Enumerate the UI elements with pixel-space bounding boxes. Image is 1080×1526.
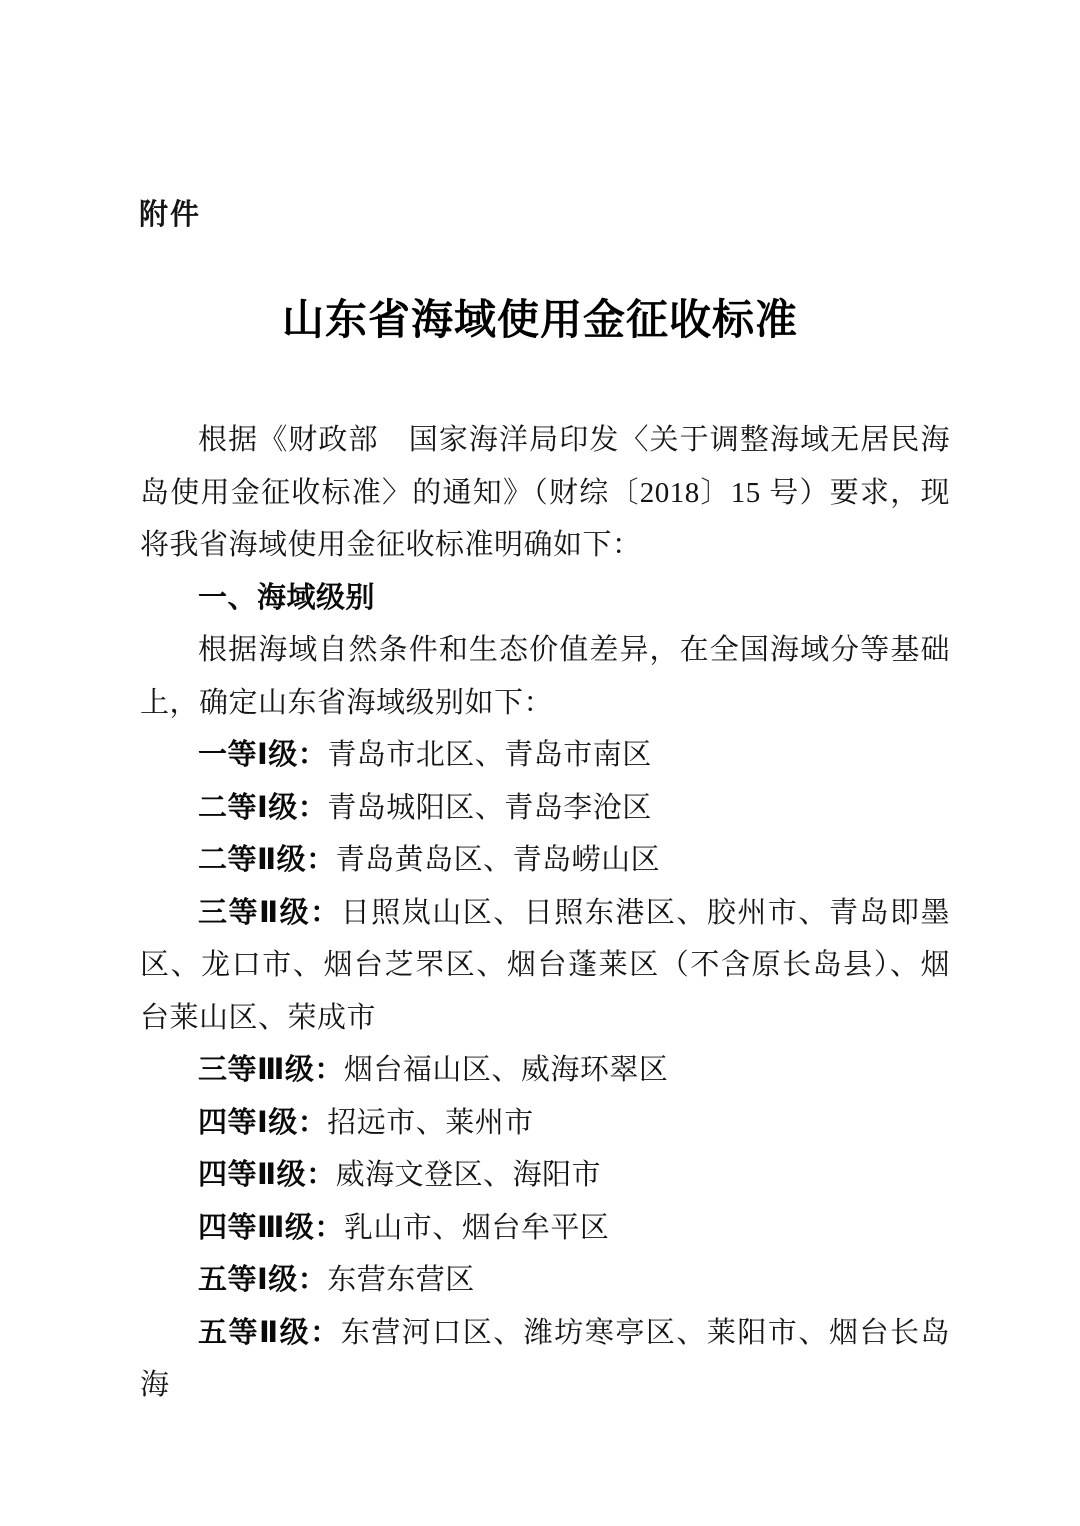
paragraph — [140, 782, 950, 835]
paragraph-text: 招远市、莱州市 — [327, 1106, 534, 1139]
paragraph-label: 五等Ⅰ级： — [198, 1264, 328, 1296]
paragraph-text: 根据海域自然条件和生态价值差异，在全国海域分等基础上，确定山东省海域级别如下： — [140, 634, 950, 719]
paragraph-label: 四等Ⅰ级： — [198, 1106, 328, 1139]
paragraph-text: 日照岚山区、日照东港区、胶州市、青岛即墨区、龙口市、烟台芝罘区、烟台蓬莱区（不含原长岛县）、烟台莱山区、荣成市 — [140, 896, 950, 1034]
paragraph — [140, 572, 950, 625]
page-title: 山东省海域使用金征收标准 — [281, 298, 798, 344]
paragraph-text: 根据《财政部 国家海洋局印发〈关于调整海域无居民海岛使用金征收标准〉的通知》（财综〔2018〕15 号）要求，现将我省海域使用金征收标准明确如下： — [140, 424, 950, 561]
paragraph-label: 四等Ⅱ级： — [198, 1159, 336, 1191]
paragraph-text: 乳山市、烟台牟平区 — [343, 1211, 610, 1244]
paragraph — [140, 729, 950, 782]
paragraph — [140, 624, 950, 729]
paragraph-text: 青岛黄岛区、青岛崂山区 — [335, 844, 661, 876]
paragraph — [140, 414, 950, 572]
paragraph — [140, 1044, 950, 1097]
paragraph-text: 东营东营区 — [327, 1264, 475, 1296]
paragraph-label: 二等Ⅱ级： — [198, 844, 336, 876]
paragraph-text: 威海文登区、海阳市 — [335, 1159, 602, 1191]
paragraph-text: 青岛城阳区、青岛李沧区 — [327, 791, 652, 824]
paragraph-label: 二等Ⅰ级： — [198, 791, 328, 824]
paragraph-label: 一等Ⅰ级： — [198, 739, 328, 771]
paragraph — [140, 1307, 950, 1412]
paragraph — [140, 1254, 950, 1307]
paragraph-label: 三等Ⅲ级： — [198, 1054, 344, 1086]
attachment-label: 附件 — [139, 199, 202, 231]
document-body — [140, 414, 950, 1412]
paragraph — [140, 834, 950, 887]
paragraph — [140, 1202, 950, 1255]
paragraph — [140, 1097, 950, 1150]
paragraph-label: 四等Ⅲ级： — [198, 1211, 344, 1244]
paragraph — [140, 887, 950, 1045]
paragraph-text: 东营河口区、潍坊寒亭区、莱阳市、烟台长岛海 — [140, 1316, 950, 1401]
paragraph-label: 三等Ⅱ级： — [198, 896, 341, 929]
paragraph-text: 青岛市北区、青岛市南区 — [327, 739, 652, 771]
paragraph — [140, 1149, 950, 1202]
paragraph-label: 五等Ⅱ级： — [198, 1316, 341, 1349]
paragraph-text: 烟台福山区、威海环翠区 — [343, 1054, 669, 1086]
paragraph-text: 一、海域级别 — [198, 581, 376, 614]
